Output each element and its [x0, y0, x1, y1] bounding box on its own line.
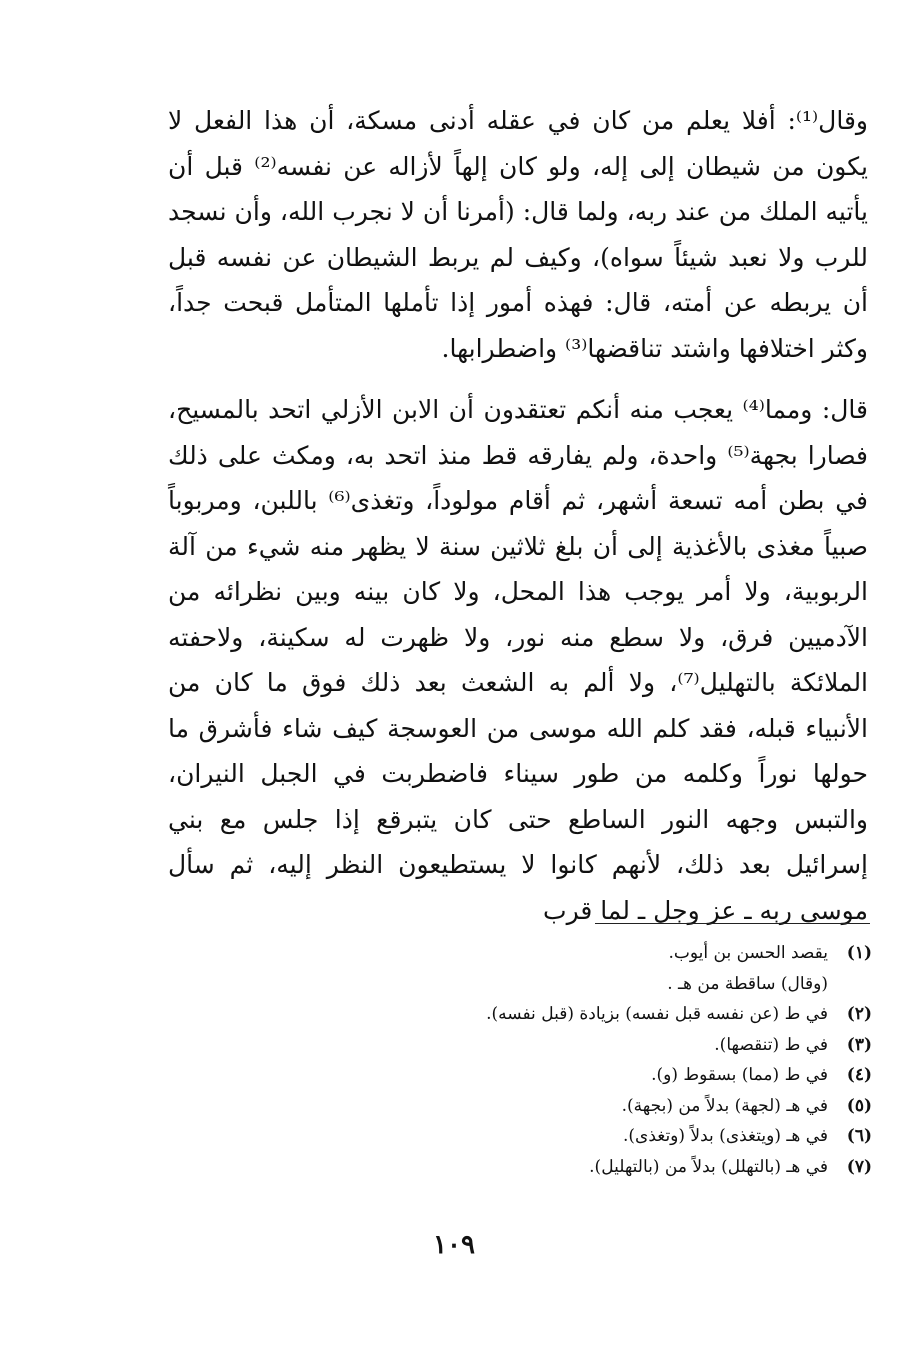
footnote-text: يقصد الحسن بن أيوب. [668, 943, 828, 963]
footnote-number: (٢) [846, 1004, 872, 1024]
footnote-number: (٣) [846, 1034, 872, 1055]
page-number: ١٠٩ [433, 1230, 475, 1260]
footnote-item [420, 1030, 872, 1061]
footnote-number: (٥) [846, 1095, 872, 1116]
footnote-item [420, 999, 872, 1030]
footnote-text: في ط (تنقصها). [714, 1034, 828, 1055]
footnote-number: (٧) [846, 1156, 872, 1177]
main-text [168, 98, 868, 933]
footnote-separator [595, 923, 870, 924]
footnotes [420, 938, 872, 1182]
footnote-item [420, 1091, 872, 1122]
footnote-number: (٦) [846, 1126, 872, 1146]
footnote-text: في ط (عن نفسه قبل نفسه) بزيادة (قبل نفسه). [486, 1004, 828, 1024]
footnote-text: في هـ (بالتهلل) بدلاً من (بالتهليل). [589, 1156, 828, 1177]
footnote-text: (وقال) ساقطة من هـ . [667, 973, 828, 994]
footnote-text: في ط (مما) بسقوط (و). [651, 1065, 828, 1085]
footnote-item [420, 1121, 872, 1152]
footnote-text: في هـ (ويتغذى) بدلاً (وتغذى). [622, 1126, 828, 1146]
footnote-number: (٤) [846, 1065, 872, 1085]
footnote-item [420, 969, 872, 1000]
footnote-number: (١) [846, 943, 872, 963]
footnote-item [420, 938, 872, 969]
paragraph-2: قال: ومما⁽⁴⁾ يعجب منه أنكم تعتقدون أن الابن الأزلي اتحد بالمسيح، فصارا بجهة⁽⁵⁾ واحدة، ولم يفارقه قط منذ اتحد به، ومكث على ذلك في بطن أمه تسعة أشهر، ثم أقام مولوداً، وتغذى⁽⁶⁾ باللبن، ومربوباً صبياً مغذى بالأغذية إلى أن بلغ ثلاثين سنة لا يظهر منه شيء من آلة الربوبية، ولا أمر يوجب هذا المحل، ولا كان بينه وبين نظرائه من الآدميين فرق، ولا سطع منه نور، ولا ظهرت له سكينة، ولاحفته الملائكة بالتهليل⁽⁷⁾، ولا ألم به الشعث بعد ذلك فوق ما كان من الأنبياء قبله، فقد كلم الله موسى من العوسجة كيف شاء فأشرق ما حولها نوراً وكلمه من طور سيناء فاضطربت في الجبل النيران، والتبس وجهه النور الساطع حتى كان يتبرقع إذا جلس مع بني إسرائيل بعد ذلك، لأنهم كانوا لا يستطيعون النظر إليه، ثم سأل موسى ربه ـ عز وجل ـ لما قرب [168, 395, 869, 925]
paragraph-1: وقال⁽¹⁾: أفلا يعلم من كان في عقله أدنى مسكة، أن هذا الفعل لا يكون من شيطان إلى إله، ولو كان إلهاً لأزاله عن نفسه⁽²⁾ قبل أن يأتيه الملك من عند ربه، ولما قال: (أمرنا أن لا نجرب الله، وأن نسجد للرب ولا نعبد شيئاً سواه)، وكيف لم يربط الشيطان عن نفسه قبل أن يربطه عن أمته، قال: فهذه أمور إذا تأملها المتأمل قبحت جداً، وكثر اختلافها واشتد تناقضها⁽³⁾ واضطرابها. [168, 106, 868, 363]
footnote-text: في هـ (لجهة) بدلاً من (بجهة). [621, 1095, 828, 1116]
footnote-item [420, 1060, 872, 1091]
footnote-item [420, 1152, 872, 1183]
